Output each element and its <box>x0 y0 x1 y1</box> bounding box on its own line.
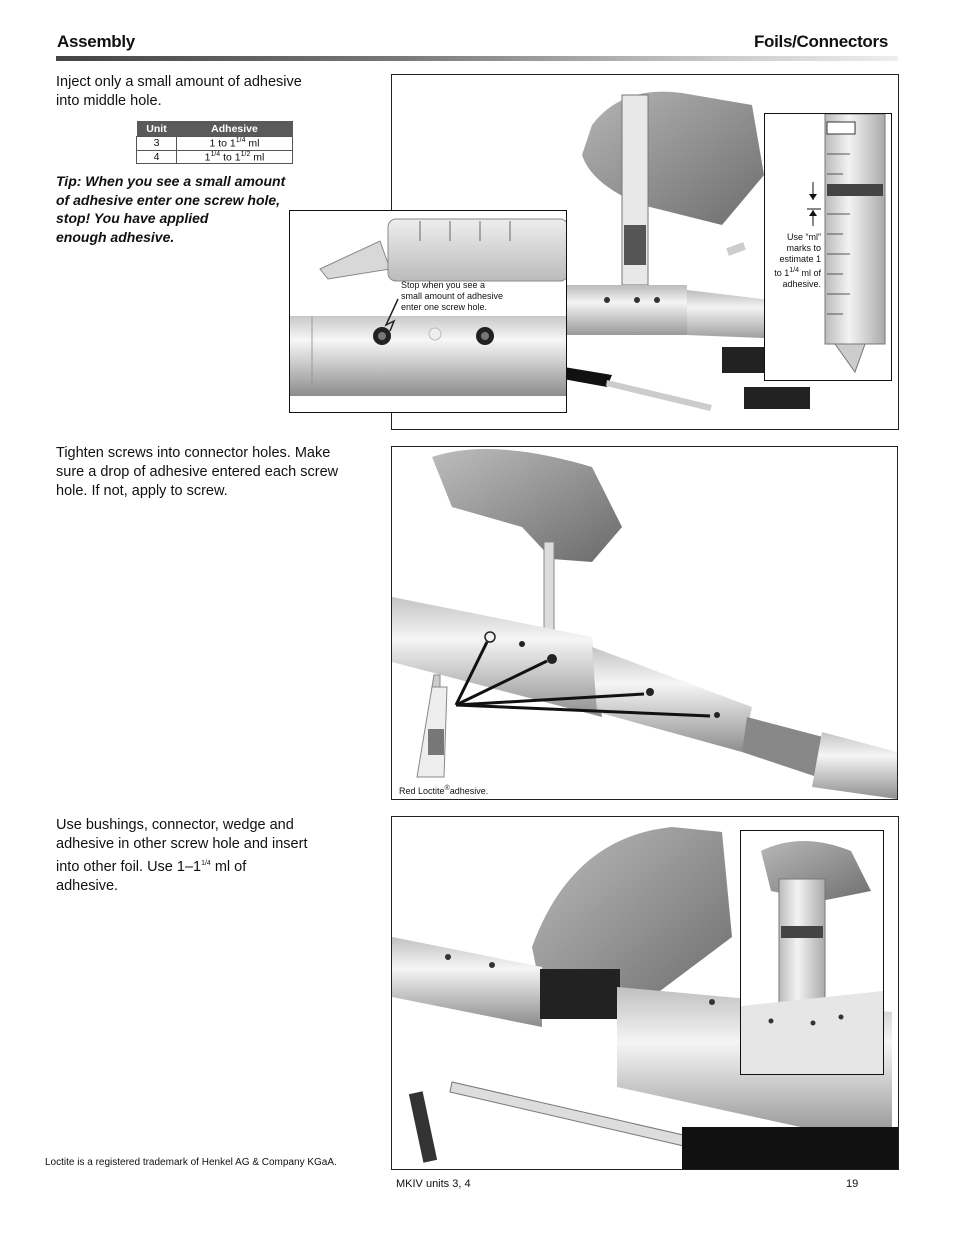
tip-text: Tip: When you see a small amount of adhesive enter one screw hole, stop! You have applied enough adhesive. <box>56 173 286 245</box>
section-title: Assembly <box>57 32 135 51</box>
header-rule <box>56 56 898 61</box>
inset-syringe-marks <box>764 113 892 381</box>
table-row: 3 1 to $1^{1/4}$ ml <box>137 137 293 151</box>
loctite-caption: Red Loctite®adhesive. <box>399 785 489 796</box>
trademark-note: Loctite is a registered trademark of Henkel AG & Company KGaA. <box>45 1157 337 1168</box>
inset-screw-hole-closeup <box>289 210 567 413</box>
inset-syringe-inject <box>740 830 884 1075</box>
tighten-illustration <box>392 447 897 799</box>
col-adhesive: Adhesive <box>177 121 293 137</box>
model-label: MKIV units 3, 4 <box>396 1178 471 1190</box>
step1-instruction: Inject only a small amount of adhesive into middle hole. <box>56 74 302 109</box>
syringe-caption: Use “ml” marks to estimate 1 to $1^{1/4}$ ml of adhesive. <box>774 232 821 289</box>
closeup-caption: Stop when you see a small amount of adhesive enter one screw hole. <box>401 280 504 312</box>
photo-tighten-screws <box>391 446 898 800</box>
subsection-title: Foils/Connectors <box>753 32 888 51</box>
step2-instruction: Tighten screws into connector holes. Make sure a drop of adhesive entered each screw hole. If not, apply to screw. <box>56 445 339 499</box>
inset-syringe-illustration <box>741 831 883 1074</box>
page-number: 19 <box>846 1178 859 1190</box>
step3-instruction: Use bushings, connector, wedge and adhesive in other screw hole and insert into other foil. Use $1-1^{1/4}$ ml of adhesive. <box>56 817 308 894</box>
table-row: 4 $1^{1/4}$ to $1^{1/2}$ ml <box>137 150 293 164</box>
adhesive-table <box>136 121 293 164</box>
col-unit: Unit <box>137 121 177 137</box>
